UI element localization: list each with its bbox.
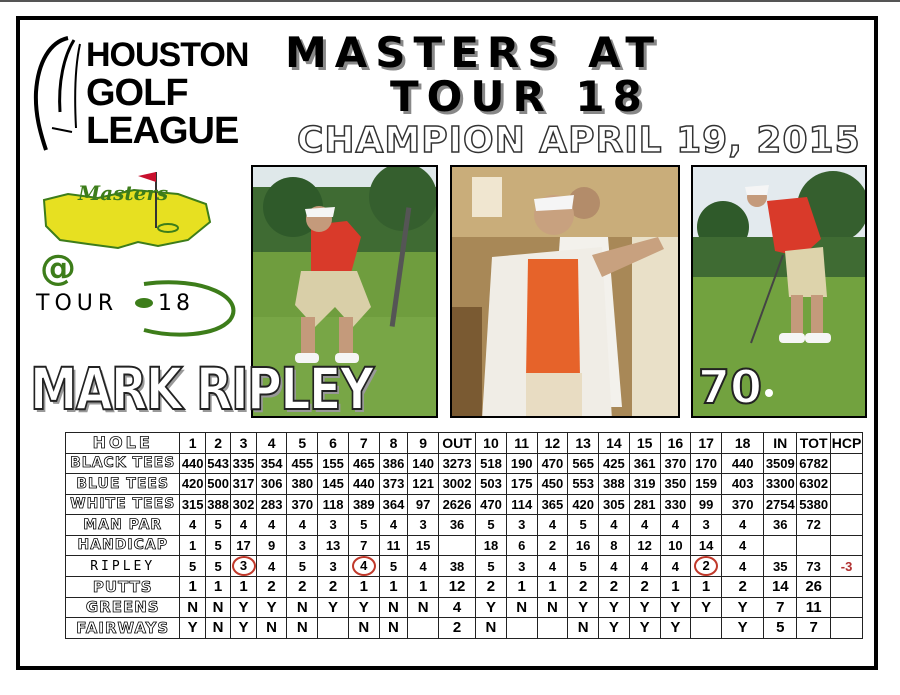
score-cell: 543 xyxy=(205,453,230,474)
header-cell: 14 xyxy=(599,433,630,454)
header-cell: 2 xyxy=(205,433,230,454)
score-cell: 440 xyxy=(180,453,205,474)
photo-jacket-ceremony xyxy=(450,165,680,418)
score-cell: 380 xyxy=(287,474,318,495)
score-cell: 1 xyxy=(180,577,205,598)
score-cell: 4 xyxy=(629,556,660,577)
score-cell: N xyxy=(568,618,599,639)
score-cell: 440 xyxy=(721,453,763,474)
score-cell: 373 xyxy=(379,474,408,495)
top-rule xyxy=(0,0,900,2)
score-cell: 2 xyxy=(629,577,660,598)
score-cell xyxy=(348,556,379,577)
score-cell: 4 xyxy=(660,515,691,536)
score-cell: 5 xyxy=(476,515,507,536)
score-cell: 3 xyxy=(408,515,439,536)
score-cell: 5 xyxy=(180,556,205,577)
score-cell: 2754 xyxy=(764,494,797,515)
scorecard-row-man-par xyxy=(66,515,863,536)
score-cell: 2 xyxy=(318,577,349,598)
score-cell: 3300 xyxy=(764,474,797,495)
score-cell: 455 xyxy=(287,453,318,474)
score-cell: 370 xyxy=(287,494,318,515)
row-label: FAIRWAYS xyxy=(66,618,180,639)
score-cell: 4 xyxy=(379,515,408,536)
score-cell xyxy=(537,618,568,639)
score-cell: 38 xyxy=(439,556,476,577)
score-cell: 15 xyxy=(408,535,439,556)
score-cell: 1 xyxy=(348,577,379,598)
score-cell: 11 xyxy=(379,535,408,556)
score-cell: 99 xyxy=(691,494,722,515)
score-cell: 388 xyxy=(205,494,230,515)
header-cell: 17 xyxy=(691,433,722,454)
score-cell: Y xyxy=(256,597,287,618)
score-cell: 2626 xyxy=(439,494,476,515)
score-cell: 450 xyxy=(537,474,568,495)
score-cell: 1 xyxy=(379,577,408,598)
score-cell: 420 xyxy=(180,474,205,495)
scorecard-row-fairways xyxy=(66,618,863,639)
score-cell: 3 xyxy=(287,535,318,556)
score-cell: 4 xyxy=(231,515,256,536)
tour-logo-number: 18 xyxy=(158,291,194,316)
score-cell: 4 xyxy=(256,556,287,577)
score-cell: 465 xyxy=(348,453,379,474)
score-cell: 18 xyxy=(476,535,507,556)
score-cell: 2 xyxy=(287,577,318,598)
score-cell xyxy=(831,535,863,556)
row-label: HANDICAP xyxy=(66,535,180,556)
score-cell: 330 xyxy=(660,494,691,515)
header-cell: 4 xyxy=(256,433,287,454)
title-line-2: TOUR 18 xyxy=(390,72,650,121)
score-cell: 5 xyxy=(205,515,230,536)
birdie-circle: 3 xyxy=(232,556,256,576)
houston-golf-league-logo xyxy=(28,32,258,152)
score-cell: 5 xyxy=(764,618,797,639)
score-cell: 170 xyxy=(691,453,722,474)
score-cell: 5 xyxy=(379,556,408,577)
score-cell xyxy=(408,618,439,639)
score-cell: 1 xyxy=(180,535,205,556)
score-cell: N xyxy=(287,618,318,639)
score-cell xyxy=(831,618,863,639)
header-cell: HCP xyxy=(831,433,863,454)
score-cell xyxy=(831,515,863,536)
score-cell: 35 xyxy=(764,556,797,577)
score-cell xyxy=(831,556,863,577)
score-cell: 9 xyxy=(256,535,287,556)
header-cell: 3 xyxy=(231,433,256,454)
scorecard-row-blue-tees xyxy=(66,474,863,495)
score-cell: 420 xyxy=(568,494,599,515)
score-cell: 5 xyxy=(568,556,599,577)
score-cell: 10 xyxy=(660,535,691,556)
score-cell: 3509 xyxy=(764,453,797,474)
score-cell: 5 xyxy=(476,556,507,577)
score-cell: 335 xyxy=(231,453,256,474)
score-cell xyxy=(831,597,863,618)
final-score: 70 xyxy=(698,360,763,414)
score-cell xyxy=(439,535,476,556)
score-cell: 302 xyxy=(231,494,256,515)
score-cell xyxy=(691,618,722,639)
score-cell: 440 xyxy=(348,474,379,495)
score-cell: 14 xyxy=(691,535,722,556)
score-cell: 118 xyxy=(318,494,349,515)
score-cell: Y xyxy=(180,618,205,639)
hole-label: HOLE xyxy=(66,433,180,454)
score-cell: 5 xyxy=(205,535,230,556)
score-cell: N xyxy=(537,597,568,618)
score-cell: 5 xyxy=(205,556,230,577)
score-cell: 14 xyxy=(764,577,797,598)
score-cell: 470 xyxy=(476,494,507,515)
score-cell: 319 xyxy=(629,474,660,495)
score-cell: 425 xyxy=(599,453,630,474)
header-cell: 1 xyxy=(180,433,205,454)
score-cell: 36 xyxy=(439,515,476,536)
score-cell: N xyxy=(379,597,408,618)
score-cell: 3002 xyxy=(439,474,476,495)
score-cell: 553 xyxy=(568,474,599,495)
score-cell: 155 xyxy=(318,453,349,474)
score-cell: 16 xyxy=(568,535,599,556)
score-cell: 470 xyxy=(537,453,568,474)
score-cell: 1 xyxy=(506,577,537,598)
score-cell: 386 xyxy=(379,453,408,474)
score-cell: 26 xyxy=(797,577,831,598)
score-cell: 3 xyxy=(506,515,537,536)
row-label: BLACK TEES xyxy=(66,453,180,474)
score-cell: 361 xyxy=(629,453,660,474)
score-cell: Y xyxy=(348,597,379,618)
score-cell: 4 xyxy=(721,556,763,577)
score-cell xyxy=(691,556,722,577)
score-cell: 4 xyxy=(599,515,630,536)
score-cell: 5 xyxy=(287,556,318,577)
score-cell xyxy=(797,535,831,556)
score-cell: 3273 xyxy=(439,453,476,474)
score-cell: 3 xyxy=(506,556,537,577)
row-label: GREENS xyxy=(66,597,180,618)
score-cell: 73 xyxy=(797,556,831,577)
score-cell: 6782 xyxy=(797,453,831,474)
score-cell: 389 xyxy=(348,494,379,515)
score-cell: 388 xyxy=(599,474,630,495)
score-cell: 350 xyxy=(660,474,691,495)
score-cell: Y xyxy=(660,618,691,639)
score-cell: Y xyxy=(660,597,691,618)
score-cell: Y xyxy=(318,597,349,618)
champion-date: CHAMPION APRIL 19, 2015 xyxy=(297,120,861,161)
score-cell: 2 xyxy=(439,618,476,639)
masters-logo-icon xyxy=(38,170,218,250)
score-cell: 5380 xyxy=(797,494,831,515)
score-cell: Y xyxy=(629,618,660,639)
score-cell: 305 xyxy=(599,494,630,515)
score-cell: 6302 xyxy=(797,474,831,495)
score-cell: 317 xyxy=(231,474,256,495)
score-cell: 370 xyxy=(721,494,763,515)
scorecard-table xyxy=(65,432,863,639)
header-cell: 7 xyxy=(348,433,379,454)
score-cell: 4 xyxy=(599,556,630,577)
score-cell: 7 xyxy=(764,597,797,618)
score-cell: Y xyxy=(721,597,763,618)
header-cell: TOT xyxy=(797,433,831,454)
score-cell: 403 xyxy=(721,474,763,495)
score-cell: 6 xyxy=(506,535,537,556)
score-cell: 145 xyxy=(318,474,349,495)
tour-18-logo-icon xyxy=(34,276,244,338)
score-cell: 281 xyxy=(629,494,660,515)
score-cell: 1 xyxy=(408,577,439,598)
score-cell: 4 xyxy=(721,535,763,556)
score-cell: 3 xyxy=(318,515,349,536)
row-label: MAN PAR xyxy=(66,515,180,536)
score-cell: 7 xyxy=(797,618,831,639)
score-cell xyxy=(831,453,863,474)
score-cell xyxy=(506,618,537,639)
score-cell: 159 xyxy=(691,474,722,495)
at-symbol: @ xyxy=(40,248,76,289)
score-cell: Y xyxy=(476,597,507,618)
score-cell: Y xyxy=(599,618,630,639)
score-cell: Y xyxy=(231,597,256,618)
score-cell xyxy=(831,577,863,598)
score-cell: N xyxy=(476,618,507,639)
score-cell xyxy=(231,556,256,577)
score-cell: 12 xyxy=(629,535,660,556)
score-cell: 12 xyxy=(439,577,476,598)
header-cell: 15 xyxy=(629,433,660,454)
score-cell: 518 xyxy=(476,453,507,474)
score-cell: N xyxy=(256,618,287,639)
score-cell: 3 xyxy=(318,556,349,577)
score-cell: 1 xyxy=(660,577,691,598)
score-cell: 7 xyxy=(348,535,379,556)
score-cell: 5 xyxy=(348,515,379,536)
score-cell: 283 xyxy=(256,494,287,515)
score-cell: 8 xyxy=(599,535,630,556)
score-cell: 2 xyxy=(256,577,287,598)
header-cell: 5 xyxy=(287,433,318,454)
scorecard-row-handicap xyxy=(66,535,863,556)
score-cell: Y xyxy=(691,597,722,618)
score-cell: 13 xyxy=(318,535,349,556)
scorecard-row-white-tees xyxy=(66,494,863,515)
birdie-circle: 4 xyxy=(352,556,376,576)
score-cell: N xyxy=(180,597,205,618)
scorecard-header-row xyxy=(66,433,863,454)
score-cell: 565 xyxy=(568,453,599,474)
score-cell: Y xyxy=(599,597,630,618)
score-cell: 36 xyxy=(764,515,797,536)
score-cell xyxy=(318,618,349,639)
score-cell: 365 xyxy=(537,494,568,515)
score-cell: 2 xyxy=(537,535,568,556)
score-cell: 11 xyxy=(797,597,831,618)
row-label: WHITE TEES xyxy=(66,494,180,515)
row-label: BLUE TEES xyxy=(66,474,180,495)
score-cell: Y xyxy=(721,618,763,639)
golfer-silhouette-icon xyxy=(28,32,88,152)
score-cell: 5 xyxy=(568,515,599,536)
score-cell: 306 xyxy=(256,474,287,495)
score-cell: 1 xyxy=(691,577,722,598)
header-cell: 8 xyxy=(379,433,408,454)
score-cell: 17 xyxy=(231,535,256,556)
scorecard-row-black-tees xyxy=(66,453,863,474)
header-cell: 11 xyxy=(506,433,537,454)
masters-logo-word: Masters xyxy=(78,181,169,205)
score-cell: 2 xyxy=(476,577,507,598)
score-cell: 4 xyxy=(537,515,568,536)
score-cell: 114 xyxy=(506,494,537,515)
score-cell: N xyxy=(205,618,230,639)
score-cell: 175 xyxy=(506,474,537,495)
score-cell: Y xyxy=(231,618,256,639)
score-cell: Y xyxy=(629,597,660,618)
score-cell: N xyxy=(287,597,318,618)
score-cell xyxy=(831,494,863,515)
score-cell: 500 xyxy=(205,474,230,495)
score-cell: 354 xyxy=(256,453,287,474)
header-cell: IN xyxy=(764,433,797,454)
header-cell: 18 xyxy=(721,433,763,454)
score-cell: 503 xyxy=(476,474,507,495)
score-cell: N xyxy=(379,618,408,639)
title-line-1: MASTERS AT xyxy=(285,28,662,77)
header-cell: OUT xyxy=(439,433,476,454)
header-cell: 16 xyxy=(660,433,691,454)
score-cell: N xyxy=(205,597,230,618)
score-cell: 4 xyxy=(537,556,568,577)
score-cell: N xyxy=(408,597,439,618)
score-cell: 4 xyxy=(256,515,287,536)
score-cell: 121 xyxy=(408,474,439,495)
score-cell: 97 xyxy=(408,494,439,515)
score-cell: 2 xyxy=(599,577,630,598)
score-cell: 315 xyxy=(180,494,205,515)
player-name: MARK RIPLEY xyxy=(30,355,373,423)
header-cell: 6 xyxy=(318,433,349,454)
scorecard-row-ripley xyxy=(66,556,863,577)
score-cell: N xyxy=(348,618,379,639)
under-par-mark: -3 xyxy=(840,558,853,574)
score-cell: 364 xyxy=(379,494,408,515)
score-cell: 4 xyxy=(408,556,439,577)
score-cell: 140 xyxy=(408,453,439,474)
header-cell: 12 xyxy=(537,433,568,454)
score-cell xyxy=(764,535,797,556)
row-label: PUTTS xyxy=(66,577,180,598)
score-cell: 1 xyxy=(231,577,256,598)
score-cell: 4 xyxy=(287,515,318,536)
score-cell: 4 xyxy=(629,515,660,536)
score-cell: 2 xyxy=(721,577,763,598)
score-cell: 1 xyxy=(537,577,568,598)
header-cell: 9 xyxy=(408,433,439,454)
score-cell: Y xyxy=(568,597,599,618)
header-cell: 10 xyxy=(476,433,507,454)
logo-line-league: LEAGUE xyxy=(86,110,239,152)
score-cell: 2 xyxy=(568,577,599,598)
score-cell: N xyxy=(506,597,537,618)
score-cell: 1 xyxy=(205,577,230,598)
scorecard-row-greens xyxy=(66,597,863,618)
logo-line-houston: HOUSTON xyxy=(86,36,249,74)
score-cell: 370 xyxy=(660,453,691,474)
score-cell: 4 xyxy=(660,556,691,577)
tour-logo-word: TOUR xyxy=(36,291,119,316)
score-cell: 72 xyxy=(797,515,831,536)
row-label: RIPLEY xyxy=(66,556,180,577)
score-cell: 4 xyxy=(180,515,205,536)
scorecard-row-putts xyxy=(66,577,863,598)
score-cell: 190 xyxy=(506,453,537,474)
header-cell: 13 xyxy=(568,433,599,454)
score-cell xyxy=(831,474,863,495)
score-cell: 4 xyxy=(439,597,476,618)
birdie-circle: 2 xyxy=(694,556,718,576)
score-cell: 3 xyxy=(691,515,722,536)
score-cell: 4 xyxy=(721,515,763,536)
logo-line-golf: GOLF xyxy=(86,72,188,114)
